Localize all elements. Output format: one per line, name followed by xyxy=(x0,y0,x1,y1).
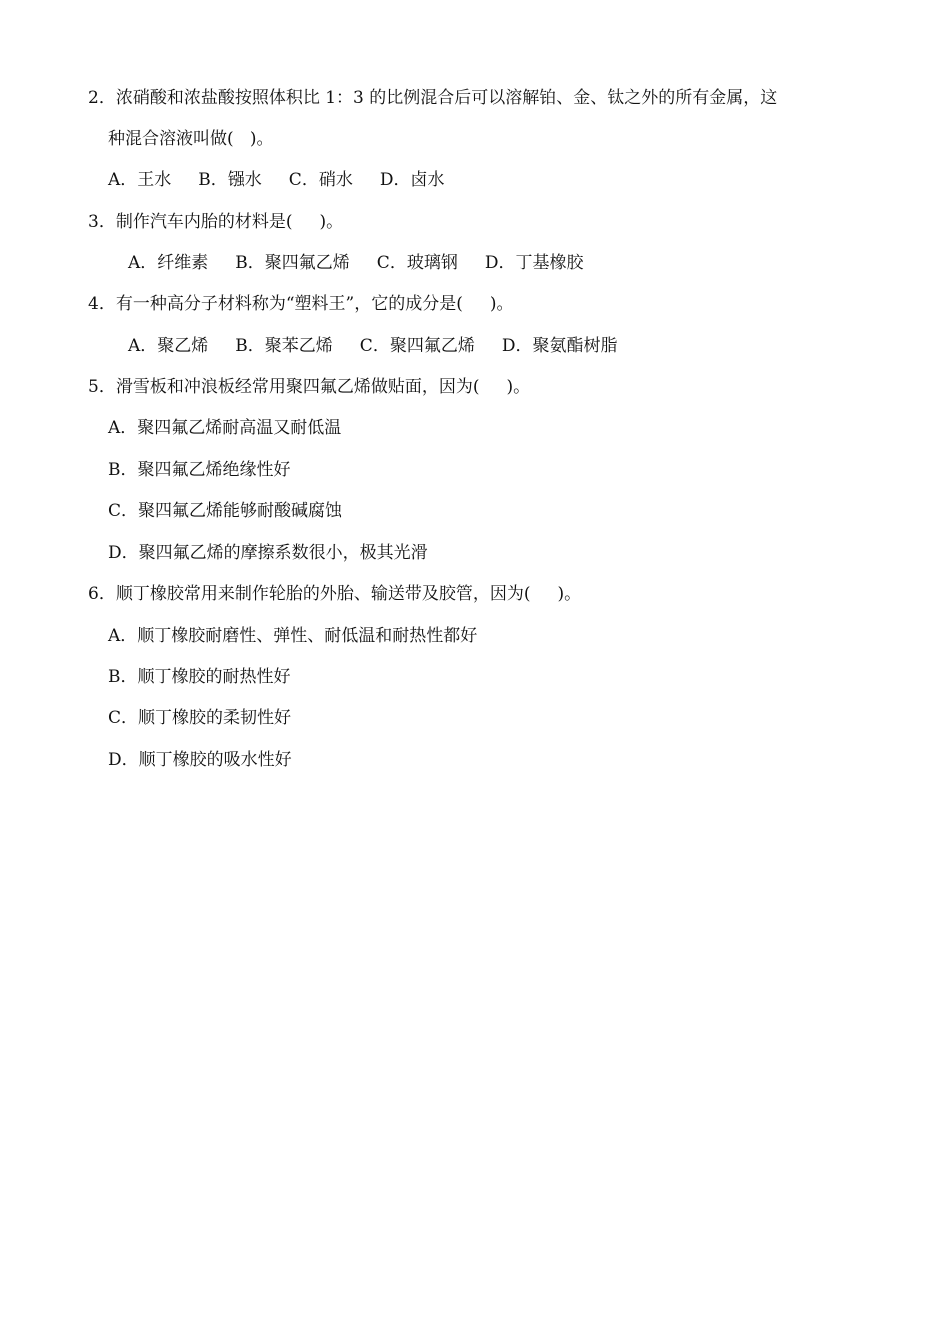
question-2-stem-line-2: 种混合溶液叫做( )。 xyxy=(108,129,274,149)
question-6-option-d: D．顺丁橡胶的吸水性好 xyxy=(108,750,292,770)
question-2-stem-line-1: 2．浓硝酸和浓盐酸按照体积比 1：3 的比例混合后可以溶解铂、金、钛之外的所有金属，这 xyxy=(88,88,778,108)
question-5-option-b: B．聚四氟乙烯绝缘性好 xyxy=(108,460,291,480)
question-5-stem: 5．滑雪板和冲浪板经常用聚四氟乙烯做贴面，因为( )。 xyxy=(88,377,531,397)
question-2-options: A．王水 B．镪水 C．硝水 D．卤水 xyxy=(108,170,445,190)
question-3-stem: 3．制作汽车内胎的材料是( )。 xyxy=(88,212,344,232)
question-6-option-a: A．顺丁橡胶耐磨性、弹性、耐低温和耐热性都好 xyxy=(108,626,478,646)
question-6-option-b: B．顺丁橡胶的耐热性好 xyxy=(108,667,291,687)
question-5-option-c: C．聚四氟乙烯能够耐酸碱腐蚀 xyxy=(108,501,343,521)
question-6-stem: 6．顺丁橡胶常用来制作轮胎的外胎、输送带及胶管，因为( )。 xyxy=(88,584,582,604)
question-4-stem: 4．有一种高分子材料称为“塑料王”，它的成分是( )。 xyxy=(88,294,514,314)
question-4-options: A．聚乙烯 B．聚苯乙烯 C．聚四氟乙烯 D．聚氨酯树脂 xyxy=(128,336,618,356)
question-5-option-a: A．聚四氟乙烯耐高温又耐低温 xyxy=(108,418,342,438)
question-6-option-c: C．顺丁橡胶的柔韧性好 xyxy=(108,708,292,728)
question-3-options: A．纤维素 B．聚四氟乙烯 C．玻璃钢 D．丁基橡胶 xyxy=(128,253,584,273)
question-5-option-d: D．聚四氟乙烯的摩擦系数很小，极其光滑 xyxy=(108,543,428,563)
